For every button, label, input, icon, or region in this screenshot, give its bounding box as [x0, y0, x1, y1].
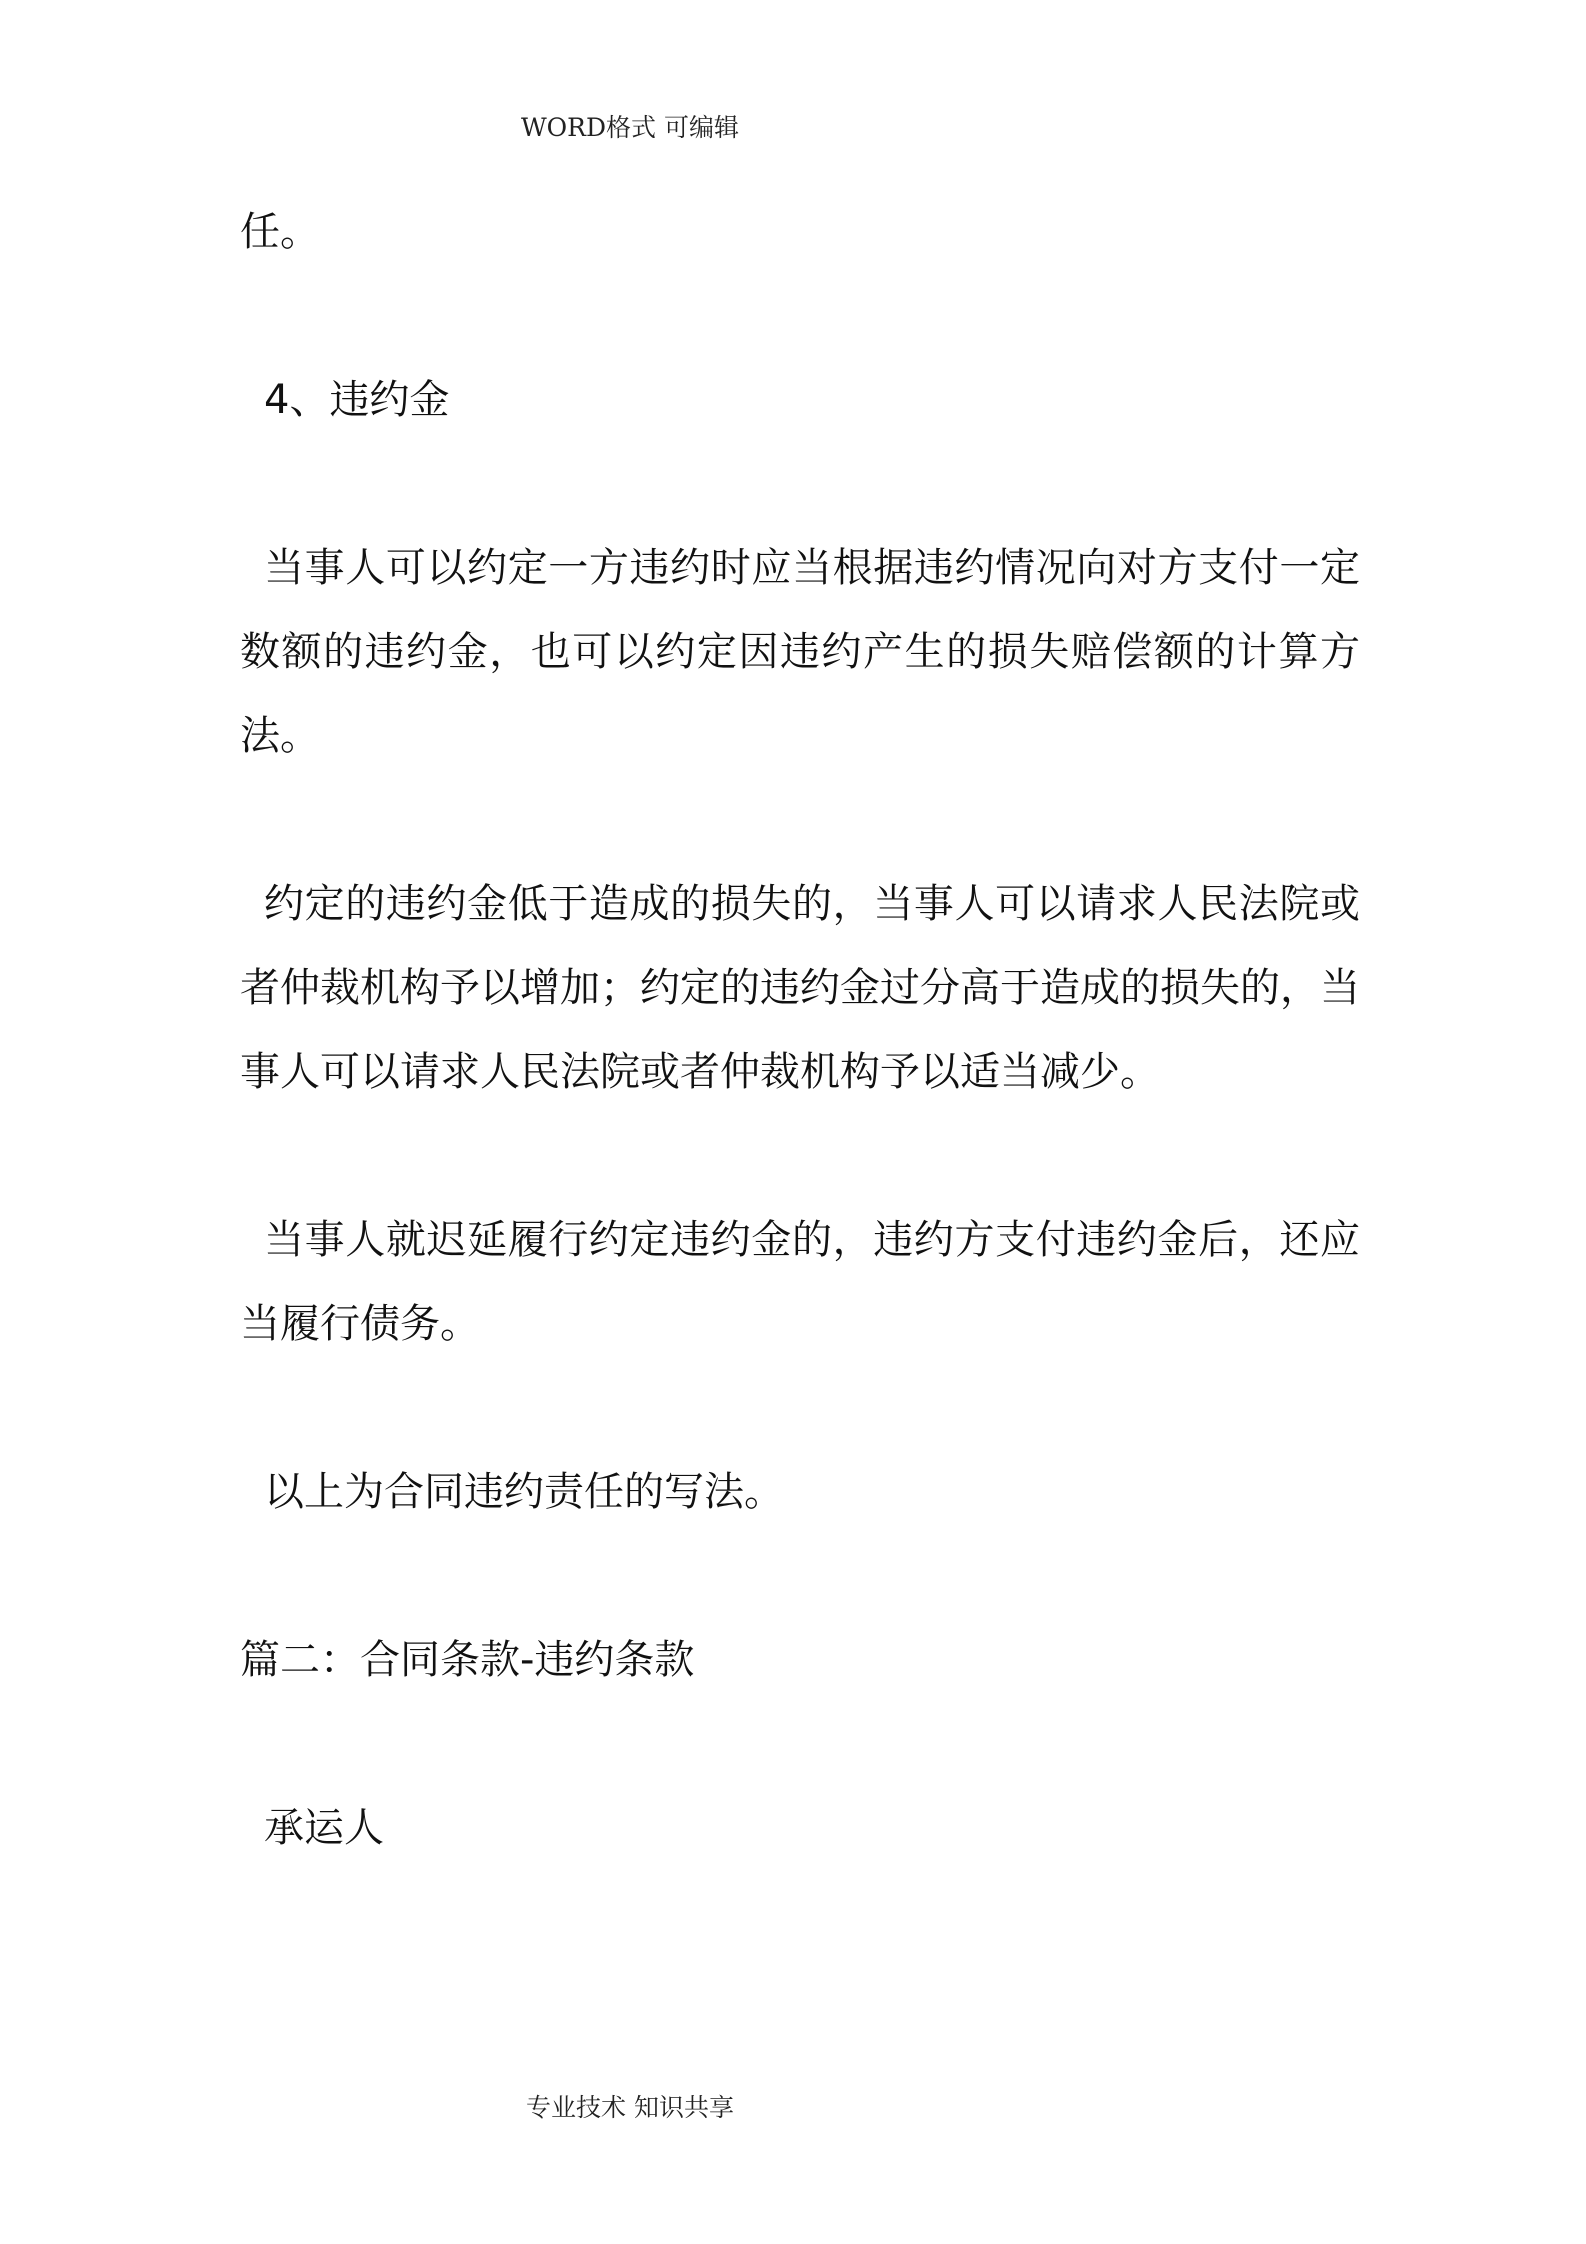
page-header: WORD格式 可编辑	[520, 113, 739, 142]
document-body	[240, 190, 1360, 1870]
paragraph-carrier: 承运人	[264, 1805, 384, 1851]
paragraph-penalty-adjustment: 约定的违约金低于造成的损失的，当事人可以请求人民法院或者仲裁机构予以增加；约定的违约金过分高于造成的损失的，当事人可以请求人民法院或者仲裁机构予以适当减少。	[240, 881, 1360, 1095]
paragraph-penalty-agreement: 当事人可以约定一方违约时应当根据违约情况向对方支付一定数额的违约金，也可以约定因违约产生的损失赔偿额的计算方法。	[240, 545, 1360, 759]
section-heading-penalty: 4、违约金	[264, 377, 450, 423]
paragraph-continuation: 任。	[240, 209, 320, 255]
page-footer: 专业技术 知识共享	[526, 2093, 734, 2122]
chapter-heading: 篇二：合同条款-违约条款	[240, 1637, 695, 1683]
paragraph-delay-performance: 当事人就迟延履行约定违约金的，违约方支付违约金后，还应当履行债务。	[240, 1217, 1360, 1347]
paragraph-summary: 以上为合同违约责任的写法。	[264, 1469, 784, 1515]
